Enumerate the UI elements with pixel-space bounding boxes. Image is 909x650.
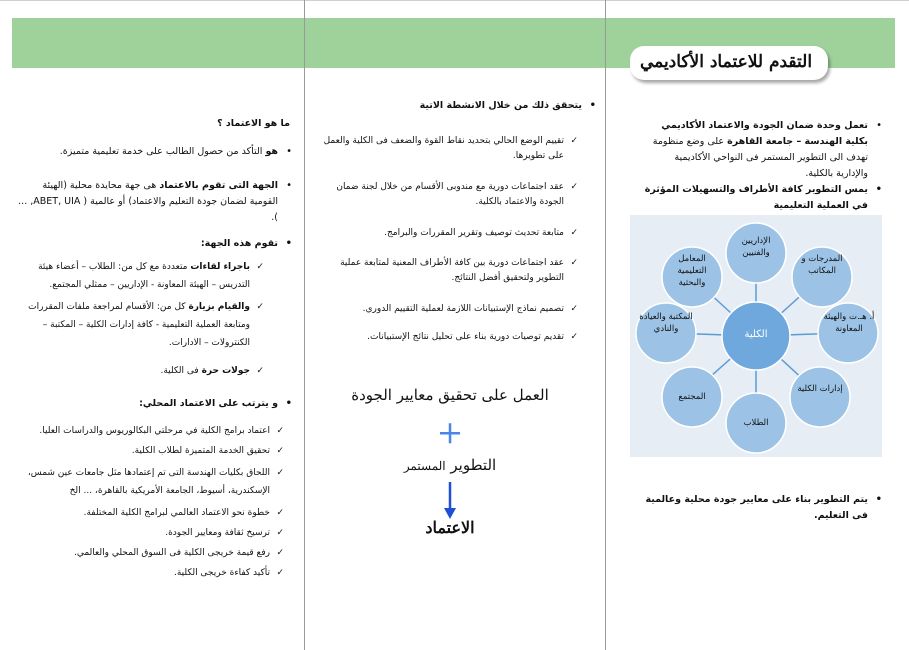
check-icon: ✓ <box>570 258 578 268</box>
outcome-text: رفع قيمة خريجى الكلية فى السوق المحلي والعالمي. <box>73 548 270 558</box>
check-icon: ✓ <box>570 332 578 342</box>
right-paragraph-1 <box>640 118 868 182</box>
flow-development-bold: التطوير <box>450 456 497 474</box>
middle-item-3 <box>316 226 578 241</box>
plus-icon: + <box>436 413 464 451</box>
right-paragraph-3: • يتم التطوير بناء على معايير جودة محلية وعالمية فى التعليم. <box>640 492 868 524</box>
node-label-departments: إدارات الكلية <box>797 384 843 394</box>
check-icon: ✓ <box>570 136 578 146</box>
middle-item-4 <box>316 256 578 286</box>
definition-paragraph <box>12 144 278 160</box>
outcome-item-5 <box>12 526 284 541</box>
node-label-halls: المدرجات و المكاتب <box>801 254 843 276</box>
unit-description: على وضع منظومة تهدف الى التطوير المستمر فى النواحي الأكاديمية والإدارية بالكلية. <box>652 136 868 179</box>
flow-line-development <box>360 456 540 474</box>
middle-item-text: عقد اجتماعات دورية مع مندوبى الأقسام من خلال لجنة ضمان الجودة والاعتماد بالكلية. <box>336 182 564 207</box>
body-activity-1 <box>12 258 264 294</box>
unit-name: تعمل وحدة ضمان الجودة والاعتماد الأكاديمي بكلية الهندسة – جامعة القاهرة <box>661 120 868 147</box>
column-divider-right <box>605 0 606 650</box>
activity-text: متعددة مع كل من: الطلاب – أعضاء هيئة التدريس – الهيئة المعاونة - الإداريين – ممثلي المجتمع. <box>38 262 250 290</box>
middle-item-2 <box>316 180 578 210</box>
outcome-item-3 <box>12 464 284 500</box>
node-label-admin: الإداريين والفنيين <box>741 236 771 258</box>
body-activity-2 <box>12 298 264 352</box>
outcome-text: ترسيخ ثقافة ومعايير الجودة. <box>165 528 270 538</box>
accreditor-bold: الجهة التى تقوم بالاعتماد <box>159 180 278 191</box>
center-label: الكلية <box>744 329 768 340</box>
node-label-labs: المعامل التعليمية والبحثية <box>677 254 707 288</box>
check-icon: ✓ <box>570 182 578 192</box>
node-label-library: المكتبة والعيادة والنادي <box>639 312 693 334</box>
middle-heading: • يتحقق ذلك من خلال الانشطة الاتية <box>360 98 582 114</box>
stakeholder-diagram <box>630 215 882 457</box>
body-activity-3 <box>12 362 264 380</box>
middle-item-text: تقييم الوضع الحالي بتحديد نقاط القوة والضعف فى الكلية والعمل على تطويرها. <box>323 136 564 161</box>
node-label-community: المجتمع <box>678 392 706 402</box>
check-icon: ✓ <box>570 304 578 314</box>
outcome-item-4 <box>12 506 284 521</box>
middle-item-text: تصميم نماذج الإستبيانات اللازمة لعملية التقييم الدوري. <box>362 304 564 314</box>
check-icon: ✓ <box>276 548 284 558</box>
activity-bold: جولات حرة <box>201 366 250 376</box>
top-edge <box>0 0 909 1</box>
node-departments <box>790 367 850 427</box>
check-icon: ✓ <box>276 528 284 538</box>
flow-line-accreditation: الاعتماد <box>425 518 475 537</box>
outcome-item-6 <box>12 546 284 561</box>
outcome-item-1 <box>12 424 284 439</box>
activity-text: كل من: الأقسام لمراجعة ملفات المقررات ومتابعة العملية التعليمية - كافة إدارات الكلية – المكتبة – الكنترولات – الادارات. <box>28 302 250 348</box>
check-icon: ✓ <box>256 366 264 376</box>
middle-item-text: عقد اجتماعات دورية بين كافة الأطراف المعنية لمتابعة عملية التطوير ولتحقيق أفضل النتائج. <box>340 258 564 283</box>
middle-item-6 <box>316 330 578 345</box>
right-paragraph-2: • يمس التطوير كافة الأطراف والتسهيلات المؤثرة في العملية التعليمية <box>640 182 868 214</box>
check-icon: ✓ <box>276 446 284 456</box>
node-label-students: الطلاب <box>743 418 769 428</box>
activity-text: فى الكلية. <box>160 366 199 376</box>
middle-item-5 <box>316 302 578 317</box>
middle-item-1 <box>316 134 578 164</box>
activity-bold: والقيام بزيارة <box>188 302 250 312</box>
check-icon: ✓ <box>276 468 284 478</box>
flow-development-rest: المستمر <box>403 459 446 473</box>
check-icon: ✓ <box>276 426 284 436</box>
node-label-faculty: أ. هـ.ت والهيئة المعاونة <box>823 312 875 334</box>
middle-item-text: تقديم توصيات دورية بناء على تحليل نتائج الإستبيانات. <box>367 332 564 342</box>
definition-bold: هو <box>265 146 278 157</box>
definition-text: التأكد من حصول الطالب على خدمة تعليمية متميزة. <box>59 146 263 157</box>
outcome-text: اللحاق بكليات الهندسة التى تم إعتمادها مثل جامعات عين شمس، الإسكندرية، أسيوط، الجامعة الأمريكية بالقاهرة، ... الخ <box>27 468 270 496</box>
outcome-text: تأكيد كفاءة خريجى الكلية. <box>173 568 270 578</box>
check-icon: ✓ <box>570 228 578 238</box>
arrow-down-icon <box>442 482 458 520</box>
page-title: التقدم للاعتماد الأكاديمي <box>639 52 813 72</box>
outcome-text: تحقيق الخدمة المتميزة لطلاب الكلية. <box>131 446 270 456</box>
column-divider-left <box>304 0 305 650</box>
left-question-2: • تقوم هذه الجهة: <box>12 236 278 252</box>
check-icon: ✓ <box>276 508 284 518</box>
check-icon: ✓ <box>276 568 284 578</box>
accreditor-paragraph <box>12 178 278 226</box>
outcome-text: اعتماد برامج الكلية في مرحلتي البكالوريوس والدراسات العليا. <box>39 426 270 436</box>
left-question-1: ما هو الاعتماد ؟ <box>217 118 290 129</box>
accreditor-text: هى جهة محايدة محلية (الهيئة القومية لضمان جودة التعليم والاعتماد) أو عالمية ( ABET, UIA, ... ). <box>18 180 278 223</box>
middle-item-text: متابعة تحديث توصيف وتقرير المقررات والبرامج. <box>384 228 564 238</box>
outcome-text: خطوة نحو الاعتماد العالمي لبرامج الكلية المختلفة. <box>83 508 270 518</box>
activity-bold: باجراء لقاءات <box>190 262 250 272</box>
outcome-item-7 <box>12 566 284 581</box>
flow-line-quality: العمل على تحقيق معايير الجودة <box>351 386 549 404</box>
outcome-item-2 <box>12 444 284 459</box>
check-icon: ✓ <box>256 262 264 272</box>
left-question-3: • و يترتب على الاعتماد المحلي: <box>12 396 278 412</box>
check-icon: ✓ <box>256 302 264 312</box>
